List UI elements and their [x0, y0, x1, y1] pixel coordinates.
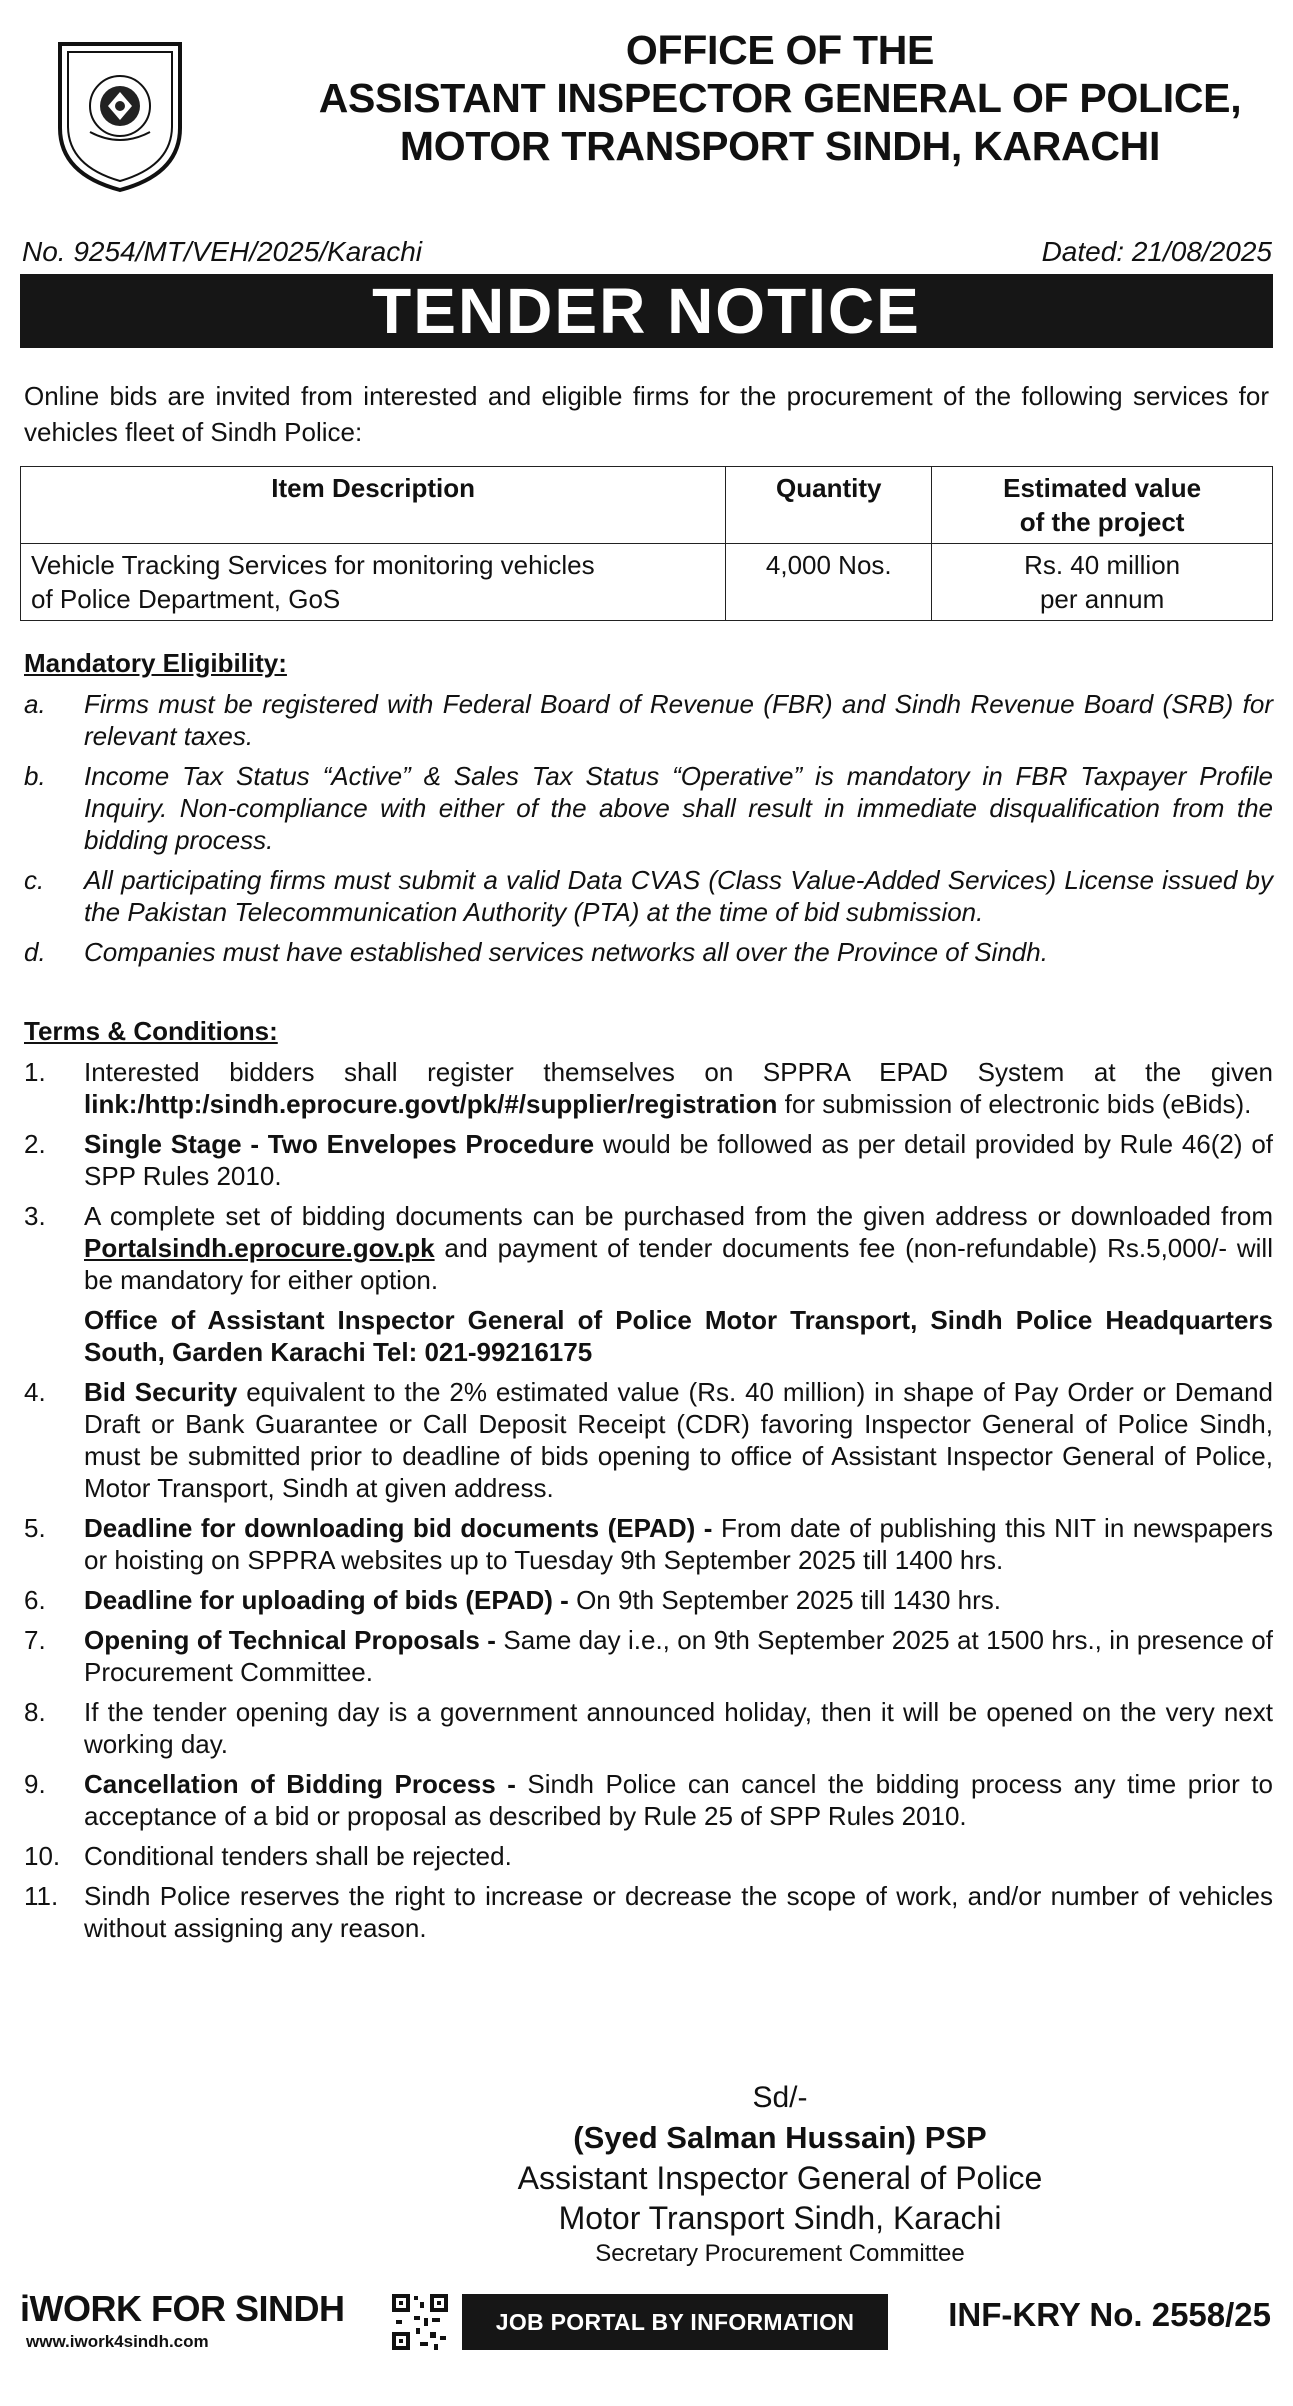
registration-link[interactable]: link:/http:/sindh.eprocure.govt/pk/#/supplier/registration	[84, 1089, 778, 1119]
term-text: Interested bidders shall register themselves on SPPRA EPAD System at the given	[84, 1057, 1273, 1087]
list-text: Firms must be registered with Federal Board of Revenue (FBR) and Sindh Revenue Board (SRB) for relevant taxes.	[84, 689, 1273, 751]
header-estimated-value	[932, 467, 1273, 544]
list-marker: 9.	[24, 1769, 46, 1799]
cell-value-line2: per annum	[1039, 584, 1165, 614]
signatory-name: (Syed Salman Hussain) PSP	[573, 2120, 987, 2155]
term-text: Sindh Police can cancel the bidding process any time prior to acceptance of a bid or proposal as described by Rule 25 of SPP Rules 2010.	[84, 1769, 1273, 1831]
term-text: Conditional tenders shall be rejected.	[84, 1841, 512, 1871]
list-item	[20, 1696, 1273, 1760]
office-address: Office of Assistant Inspector General of Police Motor Transport, Sindh Police Headquarters South, Garden Karachi Tel: 021-99216175	[84, 1305, 1273, 1367]
office-line-1: OFFICE OF THE	[625, 27, 935, 73]
intro-paragraph: Online bids are invited from interested and eligible firms for the procurement of the following services for vehicles fleet of Sindh Police:	[24, 381, 1269, 447]
list-text: Companies must have established services networks all over the Province of Sindh.	[84, 937, 1048, 967]
list-marker: 5.	[24, 1513, 46, 1543]
list-item	[20, 688, 1273, 752]
signed-mark: Sd/-	[752, 2081, 808, 2114]
term-bold: Bid Security	[84, 1377, 238, 1407]
term-text: A complete set of bidding documents can be purchased from the given address or downloaded from	[84, 1201, 1273, 1231]
list-item	[20, 936, 1273, 968]
office-line-2: ASSISTANT INSPECTOR GENERAL OF POLICE,	[318, 75, 1242, 121]
list-marker: 8.	[24, 1697, 46, 1727]
job-portal-banner: JOB PORTAL BY INFORMATION DEPARTMENT	[462, 2294, 888, 2350]
term-bold: Deadline for uploading of bids (EPAD) -	[84, 1585, 569, 1615]
list-item	[20, 1200, 1273, 1296]
list-marker: 3.	[24, 1201, 46, 1231]
list-marker: 7.	[24, 1625, 46, 1655]
cell-description-line1: Vehicle Tracking Services for monitoring vehicles	[31, 550, 595, 580]
terms-list	[20, 1056, 1273, 1952]
header-item-description: Item Description	[21, 467, 726, 544]
term-text: Sindh Police reserves the right to increase or decrease the scope of work, and/or number of vehicles without assigning any reason.	[84, 1881, 1273, 1943]
list-item	[20, 1056, 1273, 1120]
list-text: Income Tax Status “Active” & Sales Tax Status “Operative” is mandatory in FBR Taxpayer Profile Inquiry. Non-compliance with either of the above shall result in immediate disqualification from the bidding process.	[84, 761, 1273, 855]
cell-description	[21, 544, 726, 621]
portal-link[interactable]: Portalsindh.eprocure.gov.pk	[84, 1233, 435, 1263]
signatory-title-2: Motor Transport Sindh, Karachi	[558, 2200, 1002, 2236]
list-marker: 1.	[24, 1057, 46, 1087]
list-marker: 11.	[24, 1881, 59, 1911]
notice-date: Dated: 21/08/2025	[1041, 236, 1272, 267]
iwork-brand: iWORK FOR SINDH	[20, 2288, 345, 2329]
cell-value-line1: Rs. 40 million	[1024, 550, 1181, 580]
signatory-title-1: Assistant Inspector General of Police	[517, 2160, 1043, 2196]
reference-line	[22, 236, 1272, 276]
term-bold: Opening of Technical Proposals -	[84, 1625, 496, 1655]
header-estimated-value-line1: Estimated value	[1003, 473, 1202, 503]
cell-value	[932, 544, 1273, 621]
list-item	[20, 760, 1273, 856]
list-item	[20, 1840, 1273, 1872]
cell-description-line2: of Police Department, GoS	[31, 584, 341, 614]
signatory-title-3: Secretary Procurement Committee	[595, 2240, 965, 2267]
office-line-3: MOTOR TRANSPORT SINDH, KARACHI	[399, 123, 1161, 169]
term-text: On 9th September 2025 till 1430 hrs.	[568, 1585, 1001, 1615]
list-marker: 4.	[24, 1377, 46, 1407]
qr-code-icon	[390, 2292, 450, 2352]
header-quantity: Quantity	[726, 467, 932, 544]
term-text: Same day i.e., on 9th September 2025 at 1500 hrs., in presence of Procurement Committee.	[84, 1625, 1273, 1687]
office-heading	[290, 26, 1270, 170]
list-marker: 2.	[24, 1129, 46, 1159]
iwork-url[interactable]: www.iwork4sindh.com	[26, 2332, 209, 2351]
list-item	[20, 1624, 1273, 1688]
sindh-police-mt-logo	[50, 36, 190, 196]
eligibility-list	[20, 688, 1273, 976]
term-text: From date of publishing this NIT in newspapers or hoisting on SPPRA websites up to Tuesday 9th September 2025 till 1400 hrs.	[84, 1513, 1273, 1575]
table-row	[21, 544, 1273, 621]
term-text: equivalent to the 2% estimated value (Rs. 40 million) in shape of Pay Order or Demand Draft or Bank Guarantee or Call Deposit Receipt (CDR) favoring Inspector General of Police Sindh, must be submitted prior to deadline of bids opening to office of Assistant Inspector General of Police, Motor Transport, Sindh at given address.	[84, 1377, 1273, 1503]
list-item	[20, 1512, 1273, 1576]
term-bold: Deadline for downloading bid documents (EPAD) -	[84, 1513, 713, 1543]
term-bold: Single Stage - Two Envelopes Procedure	[84, 1129, 595, 1159]
footer	[0, 2284, 1293, 2391]
list-marker: b.	[24, 761, 46, 791]
term-text: If the tender opening day is a government announced holiday, then it will be opened on the very next working day.	[84, 1697, 1273, 1759]
term-text: and payment of tender documents fee (non-refundable) Rs.5,000/- will be mandatory for either option.	[84, 1233, 1273, 1295]
terms-heading: Terms & Conditions:	[24, 1016, 278, 1046]
list-marker: 10.	[24, 1841, 61, 1871]
list-marker: c.	[24, 865, 45, 895]
list-item	[20, 1880, 1273, 1944]
list-marker: d.	[24, 937, 46, 967]
list-item	[20, 1768, 1273, 1832]
eligibility-heading: Mandatory Eligibility:	[24, 648, 287, 678]
list-item	[20, 1376, 1273, 1504]
signature-block	[290, 2078, 1270, 2270]
list-marker: 6.	[24, 1585, 46, 1615]
inf-number: INF-KRY No. 2558/25	[948, 2296, 1271, 2333]
list-item	[20, 864, 1273, 928]
term-text: for submission of electronic bids (eBids).	[777, 1089, 1252, 1119]
list-item	[20, 1584, 1273, 1616]
term-text: would be followed as per detail provided by Rule 46(2) of SPP Rules 2010.	[84, 1129, 1273, 1191]
cell-quantity: 4,000 Nos.	[726, 544, 932, 621]
reference-number: No. 9254/MT/VEH/2025/Karachi	[22, 236, 422, 267]
list-text: All participating firms must submit a valid Data CVAS (Class Value-Added Services) License issued by the Pakistan Telecommunication Authority (PTA) at the time of bid submission.	[84, 865, 1273, 927]
table-header-row	[21, 467, 1273, 544]
list-marker: a.	[24, 689, 46, 719]
header-estimated-value-line2: of the project	[1019, 507, 1185, 537]
tender-notice-banner: TENDER NOTICE	[20, 274, 1273, 348]
term-bold: Cancellation of Bidding Process -	[84, 1769, 516, 1799]
procurement-table	[20, 466, 1273, 621]
list-item	[20, 1128, 1273, 1192]
